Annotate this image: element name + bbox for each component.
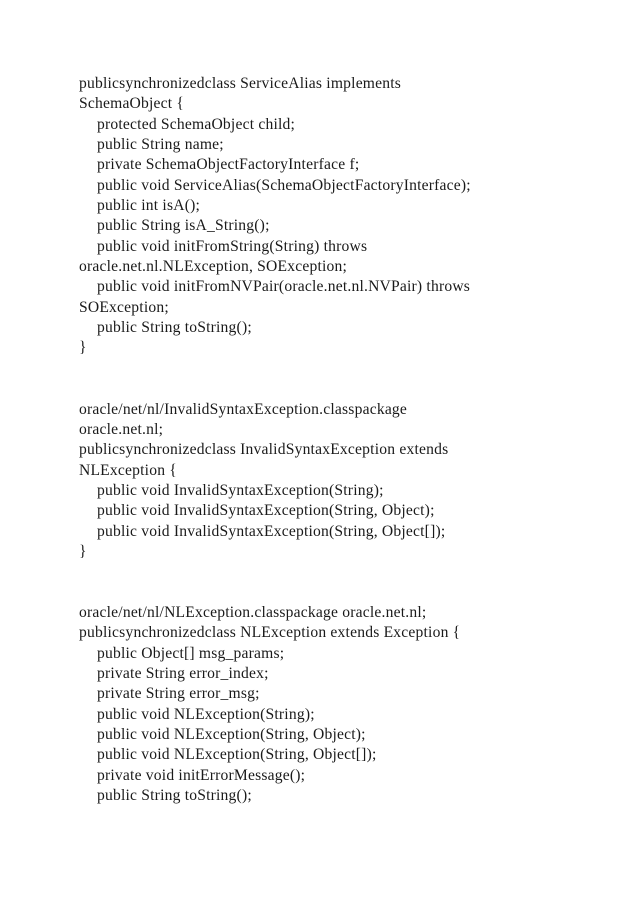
code-line: publicsynchronizedclass ServiceAlias implements	[79, 75, 402, 92]
code-line: publicsynchronizedclass InvalidSyntaxException extends	[79, 441, 449, 459]
code-line: oracle/net/nl/NLException.classpackage oracle.net.nl;	[79, 603, 427, 621]
code-line: public Object[] msg_params;	[97, 644, 285, 662]
blank-line	[79, 379, 619, 399]
code-line: public String toString();	[97, 319, 252, 337]
code-line: public String toString();	[97, 787, 252, 805]
blank-line	[79, 583, 619, 603]
code-line: public int isA();	[97, 197, 201, 215]
code-line: SchemaObject {	[79, 95, 185, 113]
code-line: public void initFromString(String) throws	[97, 237, 368, 255]
code-line: public void InvalidSyntaxException(String);	[97, 481, 384, 499]
code-line: protected SchemaObject child;	[97, 115, 296, 133]
code-line: private String error_index;	[97, 664, 269, 682]
code-line: public void NLException(String);	[97, 705, 315, 723]
code-line: SOException;	[79, 298, 169, 316]
code-line: public String name;	[97, 136, 224, 154]
code-line: public void InvalidSyntaxException(String, Object[]);	[97, 522, 446, 540]
code-line: private SchemaObjectFactoryInterface f;	[97, 156, 360, 174]
code-line: public String isA_String();	[97, 217, 270, 235]
code-line: public void NLException(String, Object);	[97, 726, 366, 743]
blank-line	[79, 359, 619, 379]
code-line: public void InvalidSyntaxException(String, Object);	[97, 502, 435, 520]
code-line: oracle.net.nl.NLException, SOException;	[79, 258, 348, 276]
code-line: public void NLException(String, Object[]);	[97, 746, 377, 764]
code-line: public void initFromNVPair(oracle.net.nl.NVPair) throws	[97, 278, 471, 296]
code-line: }	[79, 542, 87, 560]
code-line: publicsynchronizedclass NLException extends Exception {	[79, 624, 461, 642]
code-line: oracle.net.nl;	[79, 420, 164, 438]
code-line: private void initErrorMessage();	[97, 766, 306, 784]
code-line: oracle/net/nl/InvalidSyntaxException.classpackage	[79, 400, 408, 418]
blank-line	[79, 562, 619, 582]
code-line: private String error_msg;	[97, 685, 260, 703]
document-body	[79, 74, 619, 806]
code-line: public void ServiceAlias(SchemaObjectFactoryInterface);	[97, 176, 471, 194]
code-line: }	[79, 339, 87, 357]
code-line: NLException {	[79, 461, 177, 479]
